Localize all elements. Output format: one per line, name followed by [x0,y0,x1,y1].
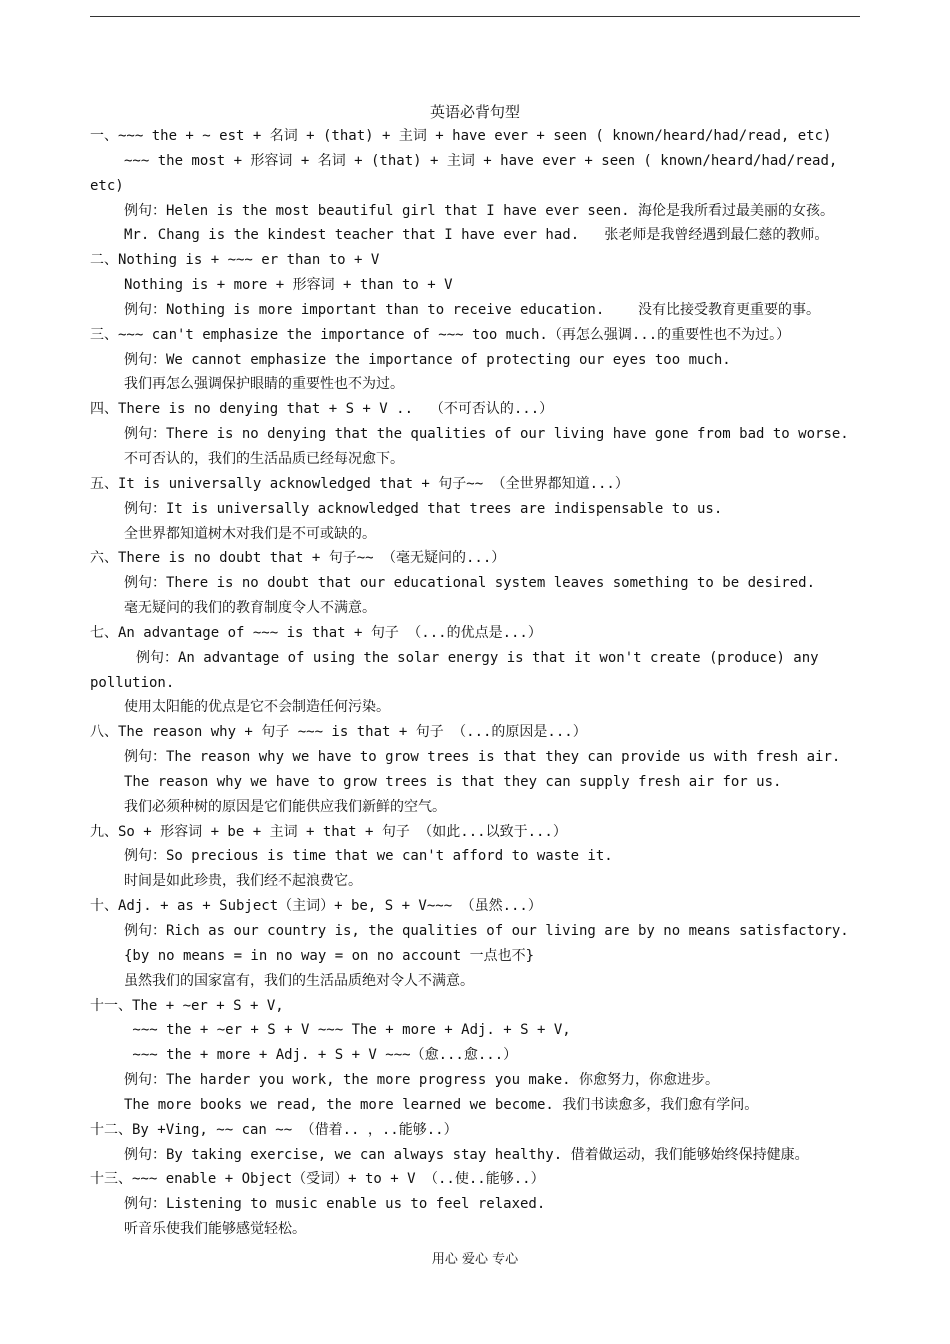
text-line: 一、~~~ the + ~ est + 名词 + (that) + 主词 + have ever + seen ( known/heard/had/read, etc) [90,128,832,144]
text-line: 十、Adj. + as + Subject（主词）+ be, S + V~~~ （虽然...） [90,898,542,915]
text-line: 例句：An advantage of using the solar energy is that it won't create (produce) any [136,649,819,666]
text-line: 我们必须种树的原因是它们能供应我们新鲜的空气。 [124,798,446,815]
text-line: The more books we read, the more learned we become. 我们书读愈多，我们愈有学问。 [124,1096,759,1113]
text-line: 例句：The reason why we have to grow trees is that they can provide us with fresh air. [124,749,841,766]
text-line: 不可否认的，我们的生活品质已经每况愈下。 [124,450,404,467]
text-line: 例句：So precious is time that we can't afford to waste it. [124,848,613,865]
text-line: 例句：The harder you work, the more progress you make. 你愈努力，你愈进步。 [124,1072,720,1089]
text-line: pollution. [90,674,175,691]
text-line: 毫无疑问的我们的教育制度令人不满意。 [124,600,376,617]
document-body [90,124,860,1242]
page-footer: 用心 爱心 专心 [431,1252,519,1267]
text-line: 四、There is no denying that + S + V .. （不可否认的...） [90,401,554,418]
text-line: 例句：There is no doubt that our educational system leaves something to be desired. [124,575,816,592]
text-line: etc) [90,177,124,194]
text-line: 十三、~~~ enable + Object（受词）+ to + V （..使..能够..） [90,1171,545,1188]
header-rule [90,16,860,17]
text-line: 例句：It is universally acknowledged that trees are indispensable to us. [124,500,723,517]
text-line: 例句：By taking exercise, we can always stay healthy. 借着做运动，我们能够始终保持健康。 [124,1146,809,1163]
text-line: 例句：Helen is the most beautiful girl that I have ever seen. 海伦是我所看过最美丽的女孩。 [124,202,835,219]
text-line: ~~~ the most + 形容词 + 名词 + (that) + 主词 + have ever + seen ( known/heard/had/read, [124,152,838,169]
text-line: 九、So + 形容词 + be + 主词 + that + 句子 （如此...以致于...） [90,823,567,840]
text-line: 全世界都知道树木对我们是不可或缺的。 [124,525,376,542]
text-line: 我们再怎么强调保护眼睛的重要性也不为过。 [124,376,404,393]
page-title: 英语必背句型 [429,103,520,121]
text-line: 时间是如此珍贵，我们经不起浪费它。 [124,873,362,890]
text-line: 三、~~~ can't emphasize the importance of ~~~ too much.（再怎么强调...的重要性也不为过。） [90,326,791,343]
text-line: 六、There is no doubt that + 句子~~ （毫无疑问的...） [90,550,506,567]
text-line: 七、An advantage of ~~~ is that + 句子 （...的优点是...） [90,624,542,641]
text-line: 五、It is universally acknowledged that + 句子~~ （全世界都知道...） [90,475,629,492]
text-line: {by no means = in no way = on no account 一点也不} [124,947,535,964]
text-line: The reason why we have to grow trees is that they can supply fresh air for us. [124,773,782,790]
text-line: 例句：Listening to music enable us to feel relaxed. [124,1196,546,1213]
text-line: 例句：Nothing is more important than to receive education. 没有比接受教育更重要的事。 [124,301,821,318]
text-line: 使用太阳能的优点是它不会制造任何污染。 [124,699,390,716]
text-line: 例句：We cannot emphasize the importance of protecting our eyes too much. [124,351,731,368]
text-line: Mr. Chang is the kindest teacher that I have ever had. 张老师是我曾经遇到最仁慈的教师。 [124,227,829,244]
text-line: 例句：There is no denying that the qualities of our living have gone from bad to worse. [124,426,849,443]
text-line: 八、The reason why + 句子 ~~~ is that + 句子 （...的原因是...） [90,724,587,741]
text-line: 虽然我们的国家富有，我们的生活品质绝对令人不满意。 [124,972,474,989]
text-line: 听音乐使我们能够感觉轻松。 [124,1221,306,1238]
text-line: 二、Nothing is + ~~~ er than to + V [90,252,380,269]
text-line: ~~~ the + more + Adj. + S + V ~~~（愈...愈...） [124,1047,518,1064]
text-line: ~~~ the + ~er + S + V ~~~ The + more + Adj. + S + V, [124,1022,571,1039]
text-line: 十二、By +Ving, ~~ can ~~ （借着.. ，..能够..） [90,1121,458,1138]
text-line: Nothing is + more + 形容词 + than to + V [124,277,453,294]
text-line: 十一、The + ~er + S + V, [90,997,284,1014]
text-line: 例句：Rich as our country is, the qualities of our living are by no means satisfactory. [124,923,849,939]
